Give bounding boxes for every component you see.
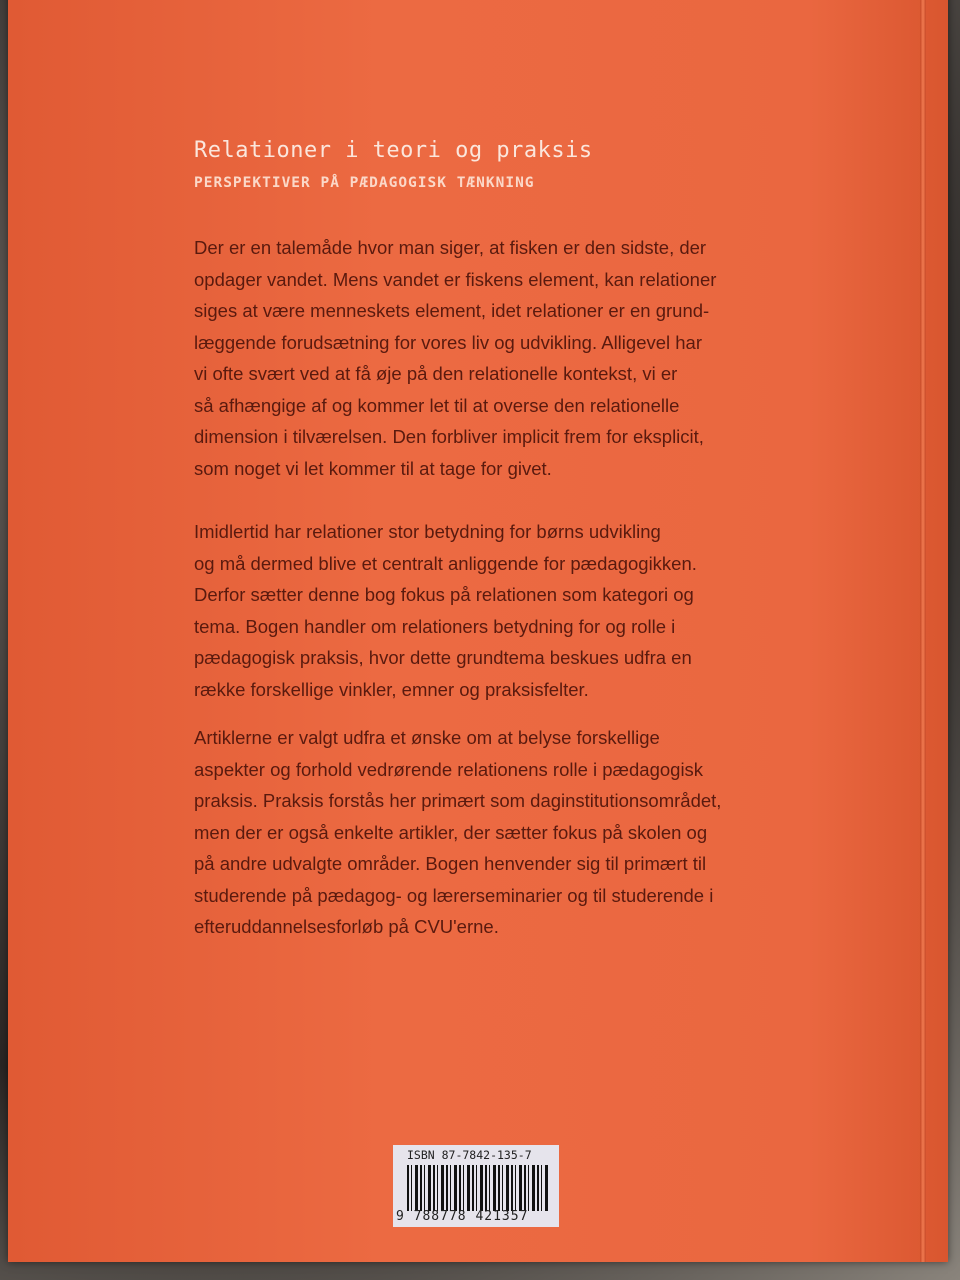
text-line: dimension i tilværelsen. Den forbliver implicit frem for eksplicit,	[194, 426, 704, 447]
text-line: praksis. Praksis forstås her primært som daginstitutionsområdet,	[194, 790, 722, 811]
text-line: Artiklerne er valgt udfra et ønske om at belyse forskellige	[194, 727, 660, 748]
text-line: Der er en talemåde hvor man siger, at fisken er den sidste, der	[194, 237, 707, 258]
text-line: som noget vi let kommer til at tage for givet.	[194, 457, 552, 479]
text-line: række forskellige vinkler, emner og praksisfelter.	[194, 678, 589, 700]
text-line: Derfor sætter denne bog fokus på relationen som kategori og	[194, 584, 694, 605]
text-line: tema. Bogen handler om relationers betydning for og rolle i	[194, 615, 676, 637]
text-line: opdager vandet. Mens vandet er fiskens element, kan relationer	[194, 268, 717, 290]
text-line: læggende forudsætning for vores liv og udvikling. Alligevel har	[194, 331, 703, 353]
text-line: så afhængige af og kommer let til at overse den relationelle	[194, 394, 680, 416]
text-line: efteruddannelsesforløb på CVU'erne.	[194, 916, 499, 937]
text-line: vi ofte svært ved at få øje på den relationelle kontekst, vi er	[194, 363, 678, 384]
paragraph-3	[194, 722, 721, 943]
text-line: studerende på pædagog- og lærerseminarier og til studerende i	[194, 884, 714, 906]
spine-crease	[920, 0, 926, 1262]
paragraph-2	[194, 516, 697, 705]
text-line: Imidlertid har relationer stor betydning for børns udvikling	[194, 521, 661, 542]
book-title: Relationer i teori og praksis	[194, 138, 593, 163]
text-line: pædagogisk praksis, hvor dette grundtema beskues udfra en	[194, 647, 692, 668]
text-line: aspekter og forhold vedrørende relationens rolle i pædagogisk	[194, 758, 704, 780]
text-line: men der er også enkelte artikler, der sætter fokus på skolen og	[194, 821, 708, 843]
isbn-number: ISBN 87-7842-135-7	[407, 1148, 532, 1162]
text-line: og må dermed blive et centralt anliggende for pædagogikken.	[194, 552, 697, 574]
text-line: siges at være menneskets element, idet relationer er en grund-	[194, 300, 710, 321]
book-subtitle: PERSPEKTIVER PÅ PÆDAGOGISK TÆNKNING	[194, 175, 535, 191]
ean-number: 9 788778 421357	[396, 1209, 529, 1224]
paragraph-1	[194, 232, 716, 484]
barcode-bars	[407, 1165, 549, 1211]
isbn-barcode	[393, 1145, 559, 1227]
text-line: på andre udvalgte områder. Bogen henvender sig til primært til	[194, 853, 707, 874]
